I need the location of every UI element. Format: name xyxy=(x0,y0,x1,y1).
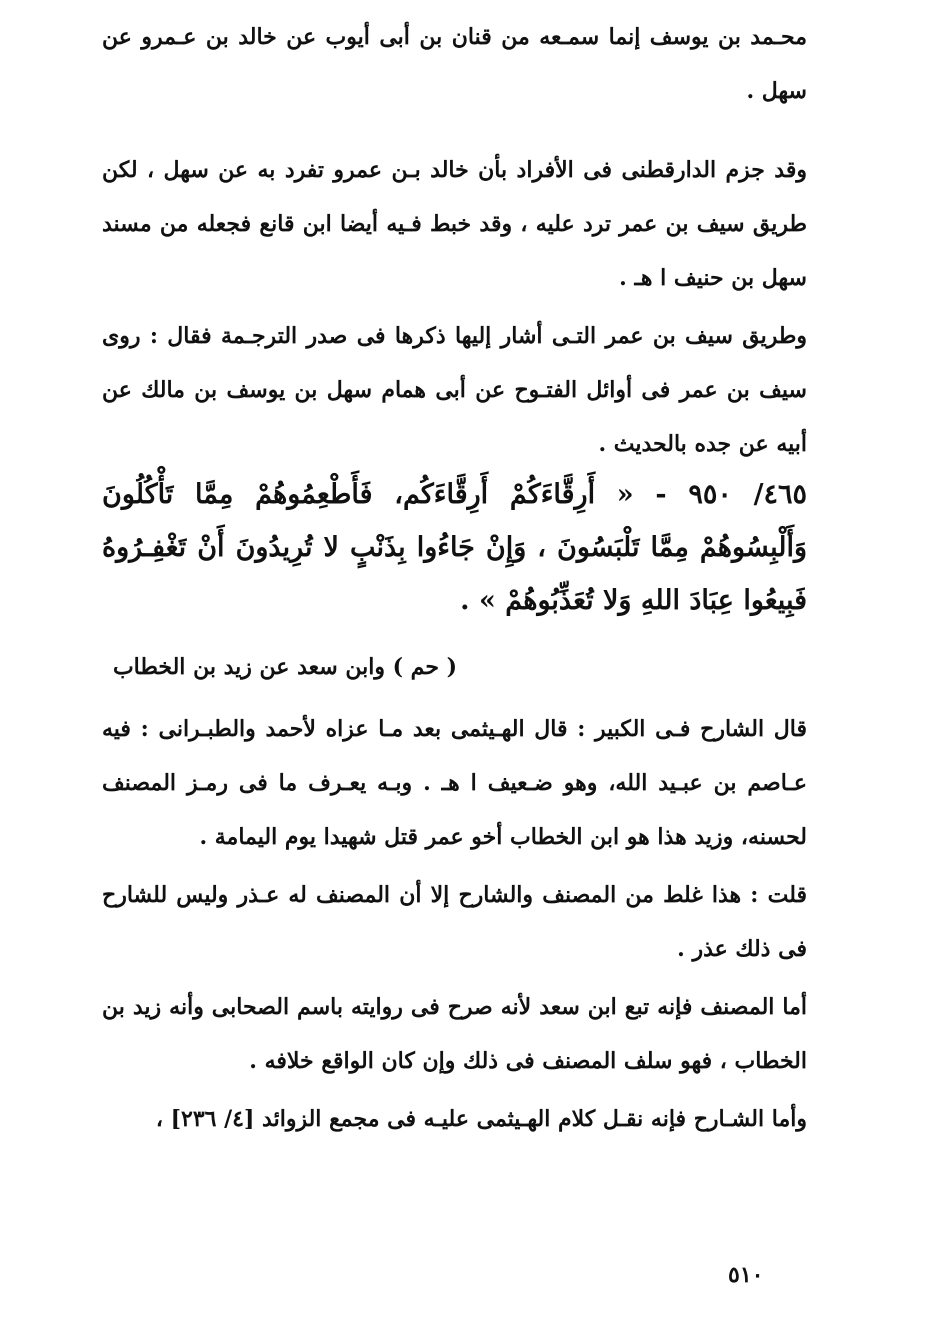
paragraph-narration-chain: محـمد بن يوسف إنما سمـعه من قنان بن أبى أيوب عن خالد بن عـمرو عن سهل . xyxy=(102,24,807,104)
paragraph-daraqutni-note: وقد جزم الدارقطنى فى الأفراد بأن خالد بـن عمرو تفرد به عن سهل ، لكن طريق سيف بن عمر ترد عليه ، وقد خبط فـيه أيضا ابن قانع فجعله من مسند سهل بن حنيف ا هـ . xyxy=(102,157,807,291)
paragraph-commentator-source: وأما الشـارح فإنه نقـل كلام الهـيثمى عليـه فى مجمع الزوائد [٤/ ٢٣٦] ، xyxy=(155,1106,807,1132)
hadith-text: ٤٦٥/ ٩٥٠ - « أَرِقَّاءَكُمْ أَرِقَّاءَكُم، فَأَطْعِمُوهُمْ مِمَّا تَأْكُلُونَ وَأَلْبِسُوهُمْ مِمَّا تَلْبَسُونَ ، وَإِنْ جَاءُوا بِذَنْبٍ لا تُرِيدُونَ أَنْ تَغْفِـرُوهُ فَبِيعُوا عِبَادَ اللهِ وَلا تُعَذِّبُوهُمْ » . xyxy=(102,479,807,616)
paragraph-sayf-route: وطريق سيف بن عمر التـى أشار إليها ذكرها فى صدر الترجـمة فقال : روى سيف بن عمر فى أوائل الفتـوح عن أبى همام سهل بن يوسف بن مالك عن أبيه عن جده بالحديث . xyxy=(102,323,807,457)
hadith-source: ( حم ) وابن سعد عن زيد بن الخطاب xyxy=(112,654,457,680)
paragraph-commentator-remark: قال الشارح فـى الكبير : قال الهـيثمى بعد مـا عزاه لأحمد والطبـرانى : فيه عـاصم بن عبـيد الله، وهو ضـعيف ا هـ . وبـه يعـرف ما فى رمـز المصنف لحسنه، وزيد هذا هو ابن الخطاب أخو عمر قتل شهيدا يوم اليمامة . xyxy=(102,716,807,850)
paragraph-compiler-excuse: أما المصنف فإنه تبع ابن سعد لأنه صرح فى روايته باسم الصحابى وأنه زيد بن الخطاب ، فهو سلف المصنف فى ذلك وإن كان الواقع خلافه . xyxy=(102,994,807,1074)
page-number: ٥١٠ xyxy=(728,1262,764,1288)
paragraph-author-objection: قلت : هذا غلط من المصنف والشارح إلا أن المصنف له عـذر وليس للشارح فى ذلك عذر . xyxy=(102,882,807,962)
